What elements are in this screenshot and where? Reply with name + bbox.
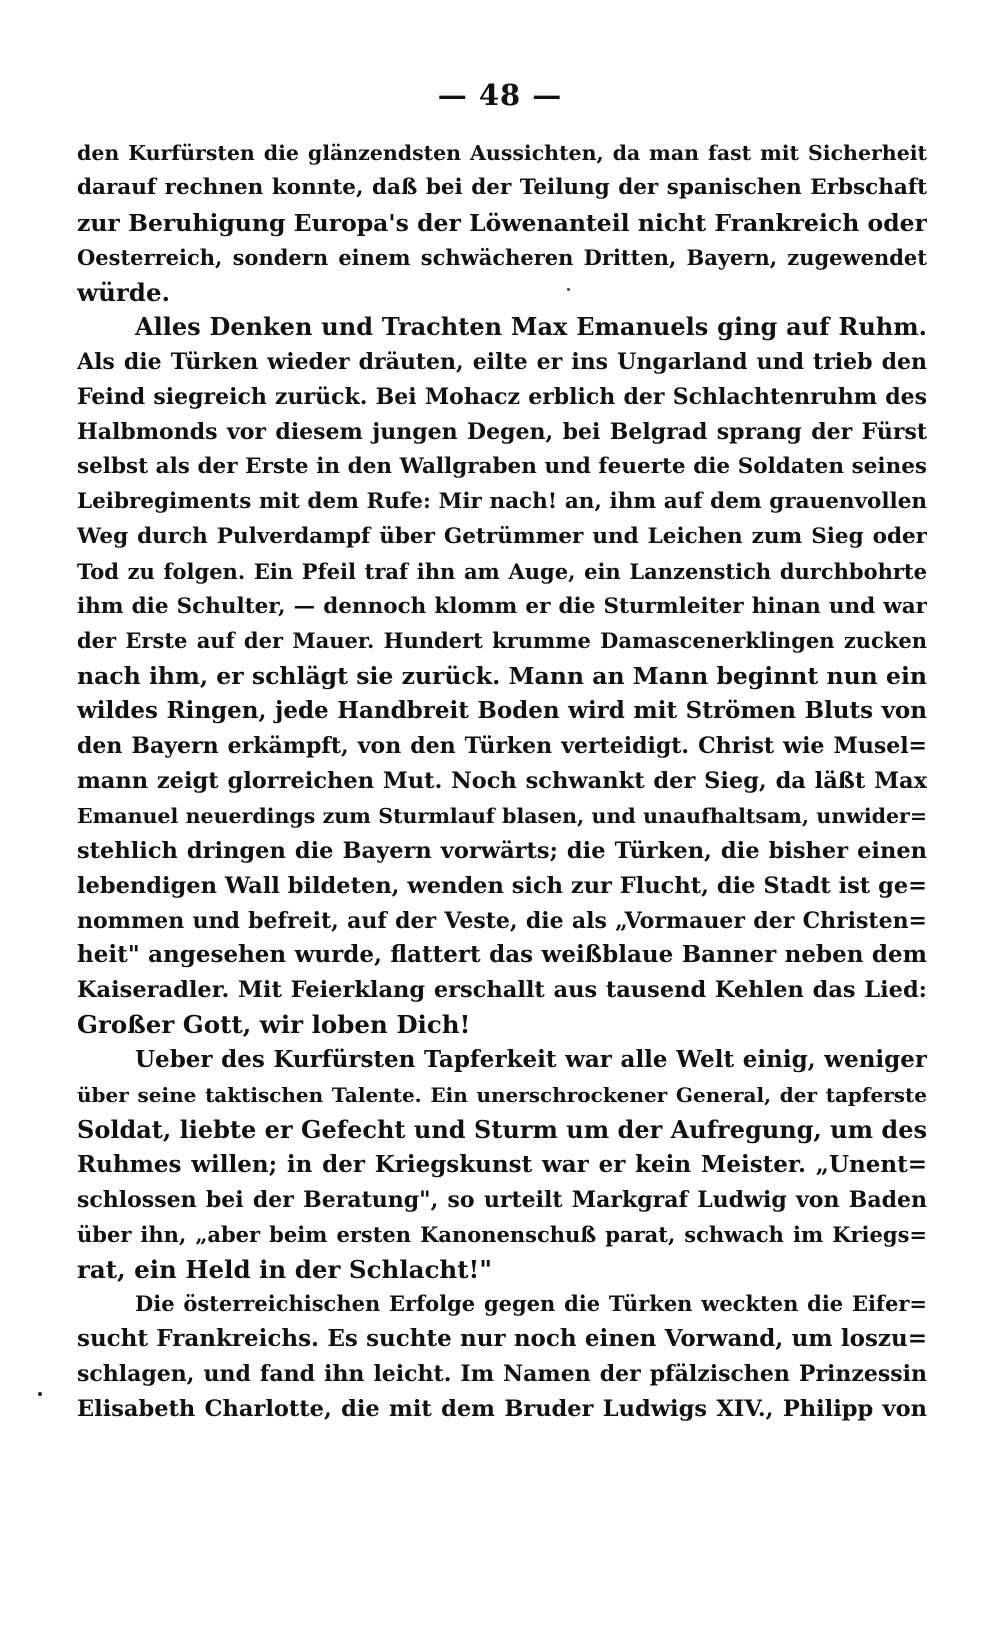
paragraph-first-line: Alles Denken und Trachten Max Emanuels ging auf Ruhm. xyxy=(135,312,927,342)
text-line: nommen und befreit, auf der Veste, die als „Vormauer der Christen= xyxy=(77,907,927,934)
text-line: Feind siegreich zurück. Bei Mohacz erblich der Schlachtenruhm des xyxy=(77,384,927,411)
ink-speck xyxy=(38,1392,42,1396)
text-line: Emanuel neuerdings zum Sturmlauf blasen, und unaufhaltsam, unwider= xyxy=(77,803,927,828)
text-line: Soldat, liebte er Gefecht und Sturm um der Aufregung, um des xyxy=(77,1114,927,1144)
text-line: über ihn, „aber beim ersten Kanonenschuß parat, schwach im Kriegs= xyxy=(77,1221,927,1247)
text-line: nach ihm, er schlägt sie zurück. Mann an Mann beginnt nun ein xyxy=(77,662,927,691)
body-text xyxy=(77,136,927,1427)
text-line: den Bayern erkämpft, von den Türken verteidigt. Christ wie Musel= xyxy=(77,733,927,760)
text-line: mann zeigt glorreichen Mut. Noch schwankt der Sieg, da läßt Max xyxy=(77,768,927,795)
text-line: den Kurfürsten die glänzendsten Aussichten, da man fast mit Sicherheit xyxy=(77,141,927,165)
text-line: würde. xyxy=(77,277,171,307)
text-line: lebendigen Wall bildeten, wenden sich zur Flucht, die Stadt ist ge= xyxy=(77,872,927,899)
text-line: sucht Frankreichs. Es suchte nur noch einen Vorwand, um loszu= xyxy=(77,1325,927,1353)
text-line: schlossen bei der Beratung", so urteilt Markgraf Ludwig von Baden xyxy=(77,1186,927,1213)
text-line: darauf rechnen konnte, daß bei der Teilung der spanischen Erbschaft xyxy=(77,174,927,200)
text-line: heit" angesehen wurde, flattert das weißblaue Banner neben dem xyxy=(77,941,927,969)
page-number: — 48 — xyxy=(437,78,563,112)
text-line: Oesterreich, sondern einem schwächeren Dritten, Bayern, zugewendet xyxy=(77,244,927,270)
paragraph-first-line: Die österreichischen Erfolge gegen die Türken weckten die Eifer= xyxy=(135,1291,927,1317)
text-line: Halbmonds vor diesem jungen Degen, bei Belgrad sprang der Fürst xyxy=(77,419,927,446)
text-line: Als die Türken wieder dräuten, eilte er ins Ungarland und trieb den xyxy=(77,349,927,376)
text-line: Ruhmes willen; in der Kriegskunst war er kein Meister. „Unent= xyxy=(77,1150,927,1178)
text-line: stehlich dringen die Bayern vorwärts; die Türken, die bisher einen xyxy=(77,837,927,864)
text-line: Kaiseradler. Mit Feierklang erschallt aus tausend Kehlen das Lied: xyxy=(77,977,927,1004)
text-line: Elisabeth Charlotte, die mit dem Bruder Ludwigs XIV., Philipp von xyxy=(77,1396,927,1423)
text-line: Großer Gott, wir loben Dich! xyxy=(77,1010,471,1040)
paragraph-first-line: Ueber des Kurfürsten Tapferkeit war alle Welt einig, weniger xyxy=(135,1046,927,1074)
text-line: zur Beruhigung Europa's der Löwenanteil nicht Frankreich oder xyxy=(77,208,927,237)
text-line: wildes Ringen, jede Handbreit Boden wird mit Strömen Bluts von xyxy=(77,697,927,725)
text-line: rat, ein Held in der Schlacht!" xyxy=(77,1254,493,1284)
text-line: selbst als der Erste in den Wallgraben und feuerte die Soldaten seines xyxy=(77,454,927,480)
text-line: ihm die Schulter, — dennoch klomm er die Sturmleiter hinan und war xyxy=(77,593,927,619)
text-line: schlagen, und fand ihn leicht. Im Namen der pfälzischen Prinzessin xyxy=(77,1361,927,1388)
text-line: Tod zu folgen. Ein Pfeil traf ihn am Auge, ein Lanzenstich durchbohrte xyxy=(77,558,927,584)
text-line: über seine taktischen Talente. Ein unerschrockener General, der tapferste xyxy=(77,1083,927,1108)
text-line: der Erste auf der Mauer. Hundert krumme Damascenerklingen zucken xyxy=(77,628,927,654)
text-line: Leibregiments mit dem Rufe: Mir nach! an, ihm auf dem grauenvollen xyxy=(77,488,927,514)
text-line: Weg durch Pulverdampf über Getrümmer und Leichen zum Sieg oder xyxy=(77,523,927,549)
